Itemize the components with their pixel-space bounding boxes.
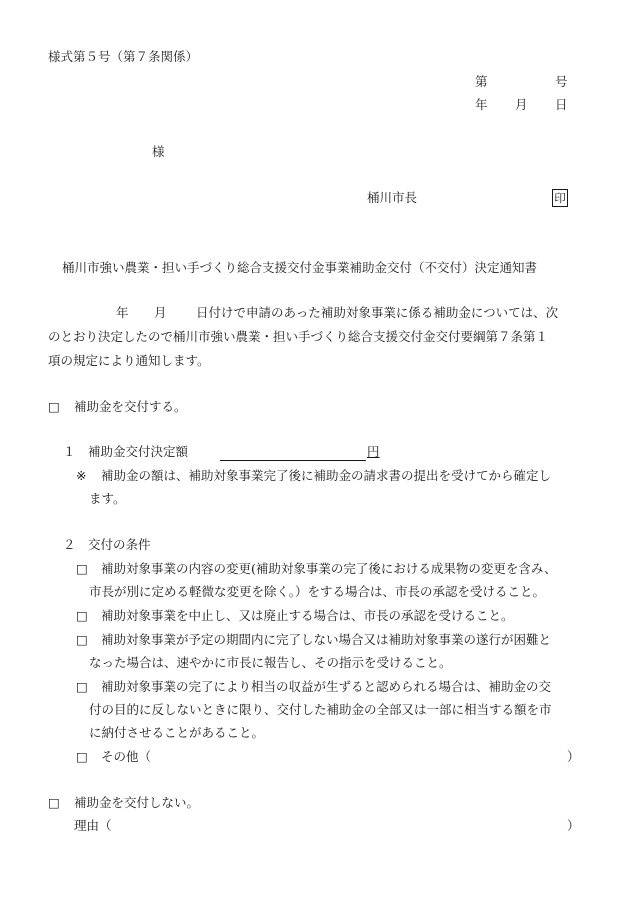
seal-mark: 印 — [552, 189, 568, 207]
intro-month-label: 月 — [154, 305, 167, 320]
deny-checkbox[interactable]: □ — [48, 795, 60, 810]
intro-line2: のとおり決定したので桶川市強い農業・担い手づくり総合支援交付金交付要綱第７条第１ — [48, 329, 549, 344]
condition-1-line1: 補助対象事業の内容の変更(補助対象事業の完了後における成果物の変更を含み、 — [101, 561, 557, 576]
conditions-heading: 交付の条件 — [88, 537, 151, 552]
other-checkbox[interactable]: □ — [76, 749, 88, 764]
note-mark: ※ — [76, 468, 87, 483]
condition-4-line3: に納付させることがあること。 — [89, 725, 265, 740]
other-label: その他（ — [101, 749, 152, 764]
addressee-honorific: 様 — [152, 144, 165, 159]
grant-amount-label: 補助金交付決定額 — [88, 444, 189, 459]
other-close-paren: ） — [567, 749, 580, 764]
condition-3-line1: 補助対象事業が予定の期間内に完了しない場合又は補助対象事業の遂行が困難と — [101, 632, 552, 647]
reason-label: 理由（ — [74, 818, 112, 833]
sender-name: 桶川市長 — [367, 190, 418, 205]
deny-option-label: 補助金を交付しない。 — [74, 795, 200, 810]
doc-number-suffix: 号 — [555, 74, 568, 89]
date-year-label: 年 — [475, 97, 488, 112]
condition-3-line2: なった場合は、速やかに市長に報告し、その指示を受けること。 — [89, 655, 452, 670]
condition-checkbox-2[interactable]: □ — [76, 608, 88, 623]
grant-amount-unit: 円 — [367, 444, 380, 459]
condition-1-line2: 市長が別に定める軽微な変更を除く。）をする場合は、市長の承認を受けること。 — [89, 584, 546, 599]
grant-option-label: 補助金を交付する。 — [74, 399, 187, 414]
condition-checkbox-3[interactable]: □ — [76, 632, 88, 647]
item2-number: ２ — [63, 537, 76, 552]
note-line2: ます。 — [89, 491, 126, 506]
date-month-label: 月 — [515, 97, 528, 112]
intro-year-label: 年 — [116, 305, 129, 320]
grant-amount-field[interactable] — [220, 460, 366, 461]
condition-checkbox-4[interactable]: □ — [76, 679, 88, 694]
condition-checkbox-1[interactable]: □ — [76, 561, 88, 576]
document-title: 桶川市強い農業・担い手づくり総合支援交付金事業補助金交付（不交付）決定通知書 — [62, 260, 538, 275]
grant-checkbox[interactable]: □ — [48, 399, 60, 414]
form-number: 様式第５号（第７条関係） — [48, 49, 199, 64]
doc-number-prefix: 第 — [475, 74, 488, 89]
condition-4-line2: 付の目的に反しないときに限り、交付した補助金の全部又は一部に相当する額を市 — [89, 702, 552, 717]
intro-line1: 日付けで申請のあった補助対象事業に係る補助金については、次 — [196, 305, 559, 320]
condition-2-line1: 補助対象事業を中止し、又は廃止する場合は、市長の承認を受けること。 — [101, 608, 514, 623]
condition-4-line1: 補助対象事業の完了により相当の収益が生ずると認められる場合は、補助金の交 — [101, 679, 552, 694]
date-day-label: 日 — [555, 97, 568, 112]
item1-number: １ — [63, 444, 76, 459]
note-line1: 補助金の額は、補助対象事業完了後に補助金の請求書の提出を受けてから確定し — [101, 468, 552, 483]
intro-line3: 項の規定により通知します。 — [48, 353, 210, 368]
reason-close-paren: ） — [567, 818, 580, 833]
